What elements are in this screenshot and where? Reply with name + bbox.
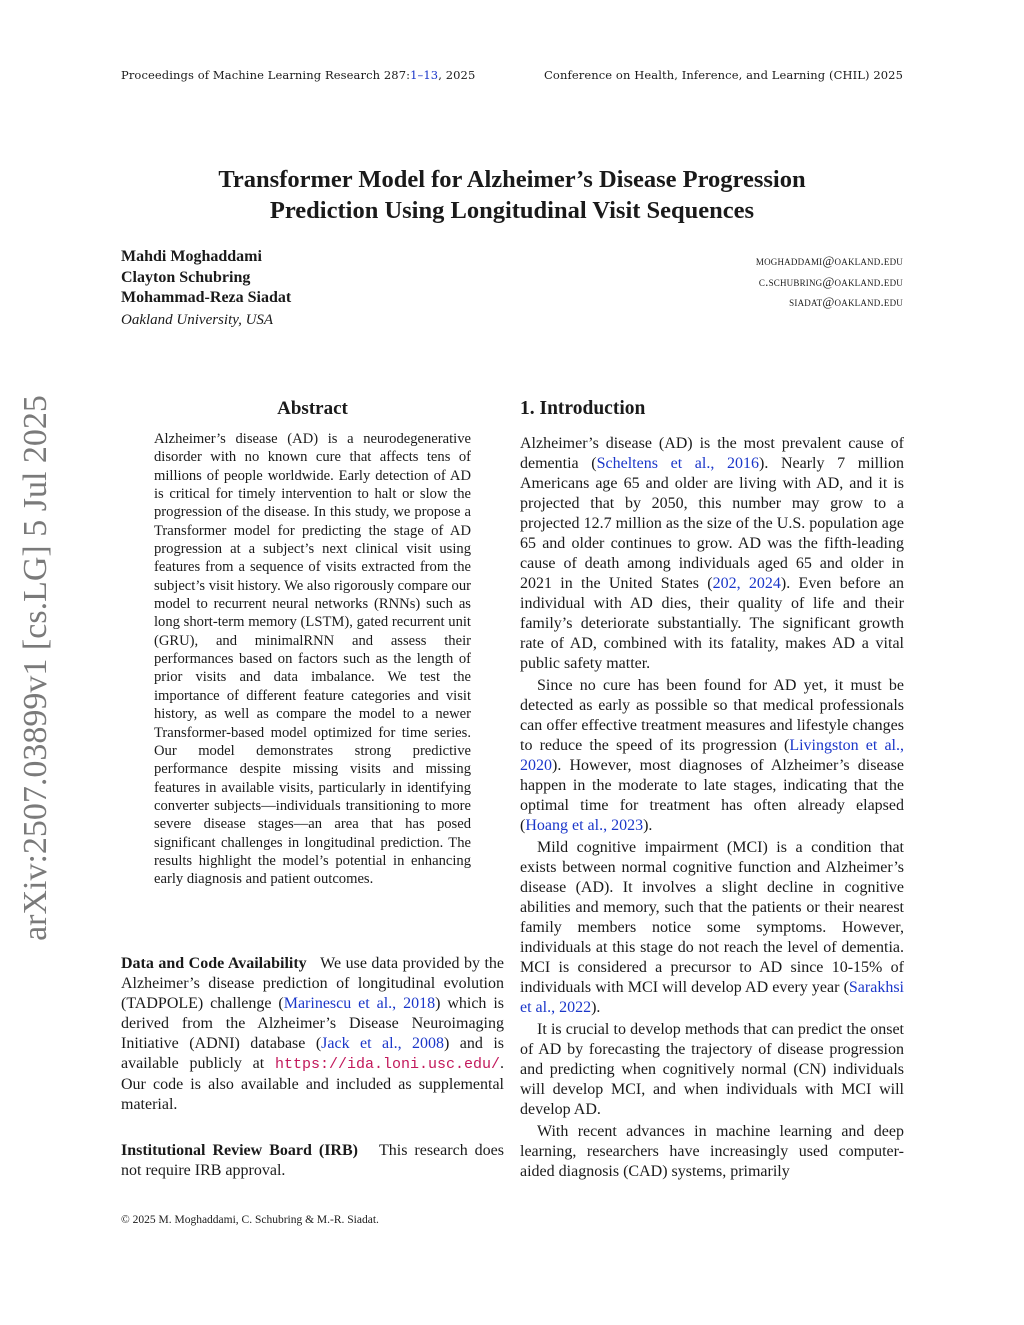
data-availability-heading: Data and Code Availability	[121, 955, 307, 972]
citation-link[interactable]: Marinescu et al., 2018	[283, 995, 436, 1012]
arxiv-watermark: arXiv:2507.03899v1 [cs.LG] 5 Jul 2025	[17, 395, 54, 941]
data-availability-paragraph: Data and Code Availability We use data provided by the Alzheimer’s disease prediction of longitudinal evolution (TADPOLE) challenge (Marinescu et al., 2018) which is derived from the Alzheimer’s Disease Neuroimaging Initiative (ADNI) database (Jack et al., 2008) and is available publicly at https://ida.loni.usc.edu/. Our code is also available and included as supplemental material.	[121, 955, 505, 1113]
irb-heading: Institutional Review Board (IRB)	[121, 1142, 358, 1159]
dataset-url-link[interactable]: https://ida.loni.usc.edu/	[274, 1056, 500, 1073]
intro-paragraph: Since no cure has been found for AD yet, it must be detected as early as possible so that medical professionals can offer effective treatment measures and lifestyle changes to reduce the speed of its progression (Livingston et al., 2020). However, most diagnoses of Alzheimer’s disease happen in the moderate to late stages, indicating that the optimal time for treatment has often already elapsed (Hoang et al., 2023).	[520, 677, 904, 834]
citation-link[interactable]: Scheltens et al., 2016	[596, 455, 759, 472]
author-email: moghaddami@oakland.edu	[755, 253, 903, 268]
citation-link[interactable]: Jack et al., 2008	[321, 1035, 445, 1052]
page-range-link[interactable]: 1–13	[410, 68, 439, 82]
intro-paragraph: It is crucial to develop methods that can predict the onset of AD by forecasting the trajectory of disease progression and predicting when cognitively normal (CN) individuals will develop MCI, and when individuals with MCI will develop AD.	[520, 1021, 904, 1118]
citation-link[interactable]: Sarakhsi et al., 2022	[520, 979, 904, 1016]
author-name: Clayton Schubring	[121, 268, 251, 286]
irb-paragraph: Institutional Review Board (IRB) This research does not require IRB approval.	[121, 1142, 505, 1179]
intro-paragraph: With recent advances in machine learning and deep learning, researchers have increasingly used computer-aided diagnosis (CAD) systems, primarily	[520, 1123, 904, 1180]
citation-link[interactable]: Livingston et al., 2020	[520, 737, 904, 774]
citation-link[interactable]: Hoang et al., 2023	[525, 817, 644, 834]
copyright-footer: © 2025 M. Moghaddami, C. Schubring & M.-R. Siadat.	[121, 1214, 379, 1226]
citation-link[interactable]: 202, 2024	[712, 575, 781, 592]
running-header-right: Conference on Health, Inference, and Learning (CHIL) 2025	[544, 68, 903, 82]
paper-title: Transformer Model for Alzheimer’s Disease Progression Prediction Using Longitudinal Visit Sequences	[218, 166, 806, 224]
author-email: c.schubring@oakland.edu	[758, 273, 903, 289]
author-emails	[756, 251, 903, 313]
intro-paragraph: Mild cognitive impairment (MCI) is a condition that exists between normal cognitive function and Alzheimer’s disease (AD). It involves a slight decline in cognitive abilities and memory, such that the patients or their nearest family members notice some symptoms. However, individuals at this stage do not reach the level of dementia. MCI is considered a precursor to AD since 10-15% of individuals with MCI will develop AD every year (Sarakhsi et al., 2022).	[520, 839, 904, 1016]
abstract-heading: Abstract	[277, 398, 348, 419]
author-email: siadat@oakland.edu	[789, 294, 903, 309]
section-heading-introduction: 1. Introduction	[520, 398, 646, 419]
intro-paragraph: Alzheimer’s disease (AD) is the most prevalent cause of dementia (Scheltens et al., 2016). Nearly 7 million Americans age 65 and older are living with AD, and it is projected that by 2050, this number may grow to a projected 12.7 million as the size of the U.S. population age 65 and older continues to grow. AD was the fifth-leading cause of death among individuals aged 65 and older in 2021 in the United States (202, 2024). Even before an individual with AD dies, their quality of life and their family’s deteriorate substantially. The significant growth rate of AD, combined with its fatality, makes AD a vital public safety matter.	[520, 435, 905, 672]
abstract-body: Alzheimer’s disease (AD) is a neurodegenerative disorder with no known cure that affects tens of millions of people worldwide. Early detection of AD is critical for timely intervention to halt or slow the progression of the disease. In this study, we propose a Transformer model for predicting the stage of AD progression at a subject’s next clinical visit using features from a sequence of visits extracted from the subject’s visit history. We also rigorously compare our model to recurrent neural networks (RNNs) such as long short-term memory (LSTM), gated recurrent unit (GRU), and minimalRNN and assess their performances based on factors such as the length of prior visits and data imbalance. We test the importance of different feature categories and visit history, as well as compare the model to a newer Transformer-based model optimized for time series. Our model demonstrates strong predictive performance despite missing visits and missing features in available visits, particularly in identifying converter subjects—individuals transitioning to more severe disease stages—an area that has posed significant challenges in longitudinal prediction. The results highlight the model’s potential in enhancing early diagnosis and patient outcomes.	[154, 431, 471, 888]
author-name: Mahdi Moghaddami	[121, 248, 262, 265]
introduction-body	[520, 434, 904, 1184]
author-list	[121, 247, 291, 331]
author-name: Mohammad-Reza Siadat	[121, 289, 292, 306]
running-header-left: Proceedings of Machine Learning Research 287:1–13, 2025	[121, 68, 476, 82]
affiliation: Oakland University, USA	[121, 311, 274, 328]
